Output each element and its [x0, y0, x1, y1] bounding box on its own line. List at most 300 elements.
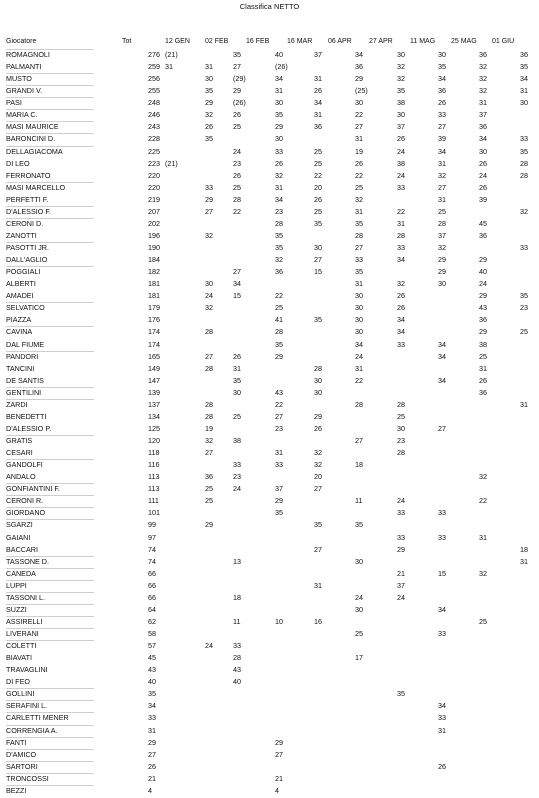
player-total: 248 [148, 98, 160, 108]
score-cell: 31 [205, 62, 213, 72]
score-cell: 27 [205, 206, 213, 216]
score-cell: 23 [397, 436, 405, 445]
score-cell: 38 [233, 436, 241, 445]
score-cell: 34 [355, 50, 363, 59]
score-cell: 32 [520, 206, 528, 216]
score-cell: (26) [233, 98, 246, 108]
player-total: 66 [148, 568, 156, 578]
score-cell: 32 [314, 448, 322, 458]
player-name: D'AMICO [6, 749, 37, 759]
score-cell: (26) [275, 62, 288, 72]
score-cell: 31 [355, 363, 363, 373]
score-cell: 34 [397, 255, 405, 265]
player-total: 190 [148, 243, 160, 252]
player-total: 220 [148, 170, 160, 180]
score-cell: 36 [438, 86, 446, 96]
score-cell: 23 [233, 158, 241, 168]
player-name: DI LEO [6, 158, 30, 168]
player-total: 202 [148, 218, 160, 228]
player-name: PANDORI [6, 351, 39, 361]
score-cell: 28 [520, 170, 528, 180]
score-cell: 43 [479, 303, 487, 313]
player-total: 113 [148, 484, 160, 494]
player-total: 101 [148, 508, 160, 518]
player-total: 134 [148, 411, 160, 421]
player-total: 149 [148, 363, 160, 373]
score-cell: 11 [233, 616, 241, 626]
table-row [0, 133, 539, 145]
player-total: 182 [148, 267, 160, 277]
score-cell: 39 [438, 134, 446, 144]
table-row [0, 326, 539, 338]
score-cell: 30 [355, 98, 363, 108]
table-row [0, 266, 539, 278]
table-row [0, 230, 539, 242]
table-row [0, 712, 539, 724]
score-cell: 31 [275, 448, 283, 458]
score-cell: 25 [355, 182, 363, 192]
score-cell: 17 [355, 653, 363, 663]
score-cell: 15 [233, 291, 241, 301]
score-cell: 35 [520, 291, 528, 301]
score-cell: 15 [438, 568, 446, 578]
player-name: CERONI R. [6, 496, 44, 506]
score-cell: 34 [397, 327, 405, 337]
table-row [0, 616, 539, 628]
score-cell: 31 [479, 98, 487, 108]
score-cell: 40 [275, 50, 283, 59]
table-row [0, 97, 539, 109]
score-cell: 26 [479, 375, 487, 385]
table-row [0, 761, 539, 773]
player-total: 243 [148, 122, 160, 132]
player-total: 256 [148, 74, 160, 84]
score-cell: 35 [355, 218, 363, 228]
score-cell: 33 [233, 460, 241, 470]
score-cell: 33 [397, 532, 405, 542]
score-cell: 31 [438, 725, 446, 735]
score-cell: 32 [205, 303, 213, 313]
player-name: BENEDETTI [6, 411, 47, 421]
score-cell: 35 [520, 146, 528, 156]
score-cell: 34 [438, 375, 446, 385]
score-cell: 34 [438, 339, 446, 349]
player-total: 21 [148, 773, 156, 783]
score-cell: 32 [438, 170, 446, 180]
score-cell: 34 [438, 351, 446, 361]
player-name: SERAFINI L. [6, 701, 48, 711]
score-cell: 28 [438, 218, 446, 228]
player-name: PALMANTI [6, 62, 42, 72]
score-cell: 37 [275, 484, 283, 494]
score-cell: 34 [397, 315, 405, 325]
table-row [0, 218, 539, 230]
score-cell: 45 [479, 218, 487, 228]
table-row [0, 556, 539, 568]
score-cell: 27 [355, 122, 363, 132]
player-name: PASOTTI JR. [6, 243, 49, 252]
player-name: GRANDI V. [6, 86, 43, 96]
score-cell: 36 [355, 62, 363, 72]
score-cell: 35 [233, 375, 241, 385]
table-row [0, 254, 539, 266]
score-cell: 33 [275, 146, 283, 156]
table-row [0, 375, 539, 387]
score-cell: 26 [275, 158, 283, 168]
player-name: ZANOTTI [6, 230, 37, 240]
score-cell: 22 [355, 110, 363, 120]
score-cell: 33 [438, 110, 446, 120]
table-row [0, 604, 539, 616]
score-cell: 35 [275, 110, 283, 120]
score-cell: 33 [397, 339, 405, 349]
score-cell: 36 [479, 230, 487, 240]
score-cell: 31 [438, 194, 446, 204]
score-cell: 33 [355, 255, 363, 265]
score-cell: 35 [438, 62, 446, 72]
score-cell: 28 [397, 399, 405, 409]
score-cell: 31 [355, 206, 363, 216]
table-row [0, 592, 539, 604]
score-cell: 35 [275, 230, 283, 240]
score-cell: 25 [355, 629, 363, 638]
table-row [0, 302, 539, 314]
score-cell: 38 [397, 98, 405, 108]
score-cell: 29 [205, 520, 213, 530]
player-total: 45 [148, 653, 156, 663]
score-cell: 41 [275, 315, 283, 325]
player-name: MARIA C. [6, 110, 38, 120]
player-total: 29 [148, 737, 156, 747]
score-cell: 27 [314, 484, 322, 494]
score-cell: 28 [275, 327, 283, 337]
table-row [0, 435, 539, 447]
table-row [0, 688, 539, 700]
score-cell: 33 [205, 182, 213, 192]
score-cell: 29 [275, 737, 283, 747]
score-cell: 32 [479, 86, 487, 96]
score-cell: 30 [355, 556, 363, 566]
player-name: SUZZI [6, 604, 27, 614]
score-cell: 43 [275, 387, 283, 397]
score-cell: 30 [438, 279, 446, 289]
player-total: 31 [148, 725, 156, 735]
score-cell: 26 [355, 158, 363, 168]
score-cell: 35 [397, 689, 405, 699]
score-cell: 35 [314, 218, 322, 228]
player-total: 276 [148, 50, 160, 59]
table-row [0, 194, 539, 206]
score-cell: 29 [355, 74, 363, 84]
score-cell: 27 [314, 255, 322, 265]
score-cell: 39 [479, 194, 487, 204]
player-name: ALBERTI [6, 279, 36, 289]
player-name: ROMAGNOLI [6, 50, 50, 59]
score-cell: 24 [397, 496, 405, 506]
score-cell: 23 [233, 472, 241, 482]
player-name: FANTI [6, 737, 27, 747]
player-total: 228 [148, 134, 160, 144]
score-cell: 36 [275, 267, 283, 277]
table-row [0, 507, 539, 519]
player-name: ZARDI [6, 399, 28, 409]
score-cell: 25 [397, 411, 405, 421]
score-cell: 34 [479, 134, 487, 144]
score-cell: 30 [397, 50, 405, 59]
score-cell: 31 [275, 182, 283, 192]
score-cell: 33 [275, 460, 283, 470]
table-row [0, 109, 539, 121]
score-cell: 26 [314, 194, 322, 204]
table-row [0, 290, 539, 302]
score-cell: 40 [479, 267, 487, 277]
score-cell: 32 [205, 230, 213, 240]
player-name: COLETTI [6, 641, 37, 651]
player-name: GENTILINI [6, 387, 42, 397]
score-cell: 36 [479, 315, 487, 325]
player-name: DELLAGIACOMA [6, 146, 63, 156]
score-cell: 16 [314, 616, 322, 626]
score-cell: 33 [233, 641, 241, 651]
player-total: 27 [148, 749, 156, 759]
player-name: PIAZZA [6, 315, 32, 325]
player-name: CANEDA [6, 568, 36, 578]
score-cell: 24 [397, 146, 405, 156]
score-cell: 24 [355, 351, 363, 361]
score-cell: 27 [233, 267, 241, 277]
score-cell: 32 [479, 74, 487, 84]
score-cell: 25 [233, 182, 241, 192]
score-cell: 27 [275, 749, 283, 759]
ranking-table [0, 49, 539, 797]
table-row [0, 495, 539, 507]
table-row [0, 676, 539, 688]
score-cell: 33 [397, 243, 405, 252]
score-cell: 27 [233, 62, 241, 72]
score-cell: 35 [205, 134, 213, 144]
player-name: POGGIALI [6, 267, 41, 277]
player-name: ASSIRELLI [6, 616, 43, 626]
table-row [0, 519, 539, 531]
score-cell: 25 [479, 616, 487, 626]
header-date: 01 GIU [492, 38, 515, 45]
score-cell: 36 [479, 50, 487, 59]
score-cell: 26 [397, 134, 405, 144]
table-row [0, 471, 539, 483]
score-cell: 30 [314, 375, 322, 385]
player-name: CERONI D. [6, 218, 44, 228]
player-total: 181 [148, 279, 160, 289]
score-cell: 28 [205, 363, 213, 373]
player-total: 255 [148, 86, 160, 96]
table-row [0, 85, 539, 97]
player-total: 74 [148, 556, 156, 566]
table-row [0, 459, 539, 471]
player-name: ANDALO [6, 472, 36, 482]
table-row [0, 447, 539, 459]
score-cell: 22 [233, 206, 241, 216]
player-total: 62 [148, 616, 156, 626]
score-cell: (21) [165, 158, 178, 168]
player-total: 181 [148, 291, 160, 301]
player-name: D'ALESSIO F. [6, 206, 51, 216]
player-total: 137 [148, 399, 160, 409]
player-name: CESARI [6, 448, 33, 458]
player-name: MASI MARCELLO [6, 182, 66, 192]
score-cell: 19 [355, 146, 363, 156]
score-cell: 31 [314, 580, 322, 590]
score-cell: 22 [479, 496, 487, 506]
score-cell: 27 [314, 544, 322, 554]
score-cell: 26 [479, 158, 487, 168]
player-total: 165 [148, 351, 160, 361]
table-row [0, 206, 539, 218]
table-row [0, 49, 539, 61]
score-cell: 28 [520, 158, 528, 168]
score-cell: 32 [479, 472, 487, 482]
score-cell: 26 [314, 423, 322, 433]
score-cell: 28 [233, 653, 241, 663]
score-cell: 30 [520, 98, 528, 108]
table-row [0, 725, 539, 737]
score-cell: 26 [438, 761, 446, 771]
player-total: 97 [148, 532, 156, 542]
score-cell: 23 [520, 303, 528, 313]
player-total: 174 [148, 339, 160, 349]
player-total: 139 [148, 387, 160, 397]
score-cell: 24 [479, 170, 487, 180]
table-row [0, 737, 539, 749]
score-cell: 25 [520, 327, 528, 337]
score-cell: 28 [205, 399, 213, 409]
score-cell: 36 [205, 472, 213, 482]
score-cell: 28 [314, 363, 322, 373]
player-total: 35 [148, 689, 156, 699]
table-row [0, 652, 539, 664]
score-cell: 30 [205, 74, 213, 84]
score-cell: 35 [314, 315, 322, 325]
score-cell: 37 [397, 122, 405, 132]
score-cell: 32 [479, 568, 487, 578]
score-cell: 28 [397, 230, 405, 240]
score-cell: 32 [397, 279, 405, 289]
score-cell: 25 [233, 411, 241, 421]
table-row [0, 242, 539, 254]
player-total: 220 [148, 182, 160, 192]
player-name: LUPPI [6, 580, 27, 590]
score-cell: 34 [438, 604, 446, 614]
score-cell: 34 [438, 146, 446, 156]
score-cell: 36 [520, 50, 528, 59]
table-row [0, 170, 539, 182]
score-cell: 13 [233, 556, 241, 566]
player-name: GRATIS [6, 436, 33, 445]
score-cell: 29 [438, 267, 446, 277]
player-total: 259 [148, 62, 160, 72]
score-cell: (25) [355, 86, 368, 96]
table-row [0, 61, 539, 73]
table-row [0, 544, 539, 556]
player-name: TRAVAGLINI [6, 665, 48, 675]
score-cell: 35 [355, 267, 363, 277]
score-cell: 28 [355, 399, 363, 409]
score-cell: 20 [314, 472, 322, 482]
player-name: DE SANTIS [6, 375, 44, 385]
score-cell: 30 [438, 50, 446, 59]
score-cell: 43 [233, 665, 241, 675]
table-row [0, 580, 539, 592]
score-cell: 32 [397, 74, 405, 84]
score-cell: 30 [275, 134, 283, 144]
score-cell: 29 [479, 291, 487, 301]
score-cell: 36 [314, 122, 322, 132]
player-name: TANCINI [6, 363, 35, 373]
player-name: BARONCINI D. [6, 134, 56, 144]
score-cell: 35 [233, 50, 241, 59]
table-row [0, 146, 539, 158]
header-name: Giocatore [6, 38, 37, 45]
score-cell: 29 [205, 98, 213, 108]
score-cell: 35 [205, 86, 213, 96]
player-name: CARLETTI MENER [6, 713, 69, 723]
score-cell: 26 [233, 170, 241, 180]
score-cell: 33 [438, 629, 446, 638]
score-cell: 31 [275, 86, 283, 96]
player-total: 40 [148, 677, 156, 687]
player-total: 99 [148, 520, 156, 530]
score-cell: 34 [233, 279, 241, 289]
score-cell: 29 [233, 86, 241, 96]
table-row [0, 121, 539, 133]
score-cell: 27 [438, 423, 446, 433]
player-name: GAIANI [6, 532, 31, 542]
score-cell: 33 [438, 532, 446, 542]
score-cell: 34 [275, 194, 283, 204]
score-cell: 32 [205, 436, 213, 445]
score-cell: 25 [479, 351, 487, 361]
score-cell: 22 [275, 399, 283, 409]
player-name: AMADEI [6, 291, 34, 301]
header-date: 02 FEB [205, 38, 229, 45]
table-row [0, 628, 539, 640]
table-row [0, 399, 539, 411]
score-cell: 33 [397, 182, 405, 192]
table-row [0, 785, 539, 797]
score-cell: 30 [275, 98, 283, 108]
player-total: 57 [148, 641, 156, 651]
score-cell: 25 [205, 484, 213, 494]
player-total: 66 [148, 580, 156, 590]
score-cell: 30 [233, 387, 241, 397]
player-total: 116 [148, 460, 160, 470]
player-total: 43 [148, 665, 156, 675]
player-name: GONFIANTINI F. [6, 484, 60, 494]
score-cell: 36 [479, 387, 487, 397]
score-cell: 22 [355, 170, 363, 180]
score-cell: 30 [355, 291, 363, 301]
score-cell: 11 [355, 496, 363, 506]
player-total: 26 [148, 761, 156, 771]
player-total: 74 [148, 544, 156, 554]
player-name: CAVINA [6, 327, 33, 337]
score-cell: 32 [355, 194, 363, 204]
player-name: FERRONATO [6, 170, 51, 180]
score-cell: 26 [397, 303, 405, 313]
player-name: SARTORI [6, 761, 38, 771]
player-total: 113 [148, 472, 160, 482]
score-cell: 19 [205, 423, 213, 433]
score-cell: 32 [314, 460, 322, 470]
